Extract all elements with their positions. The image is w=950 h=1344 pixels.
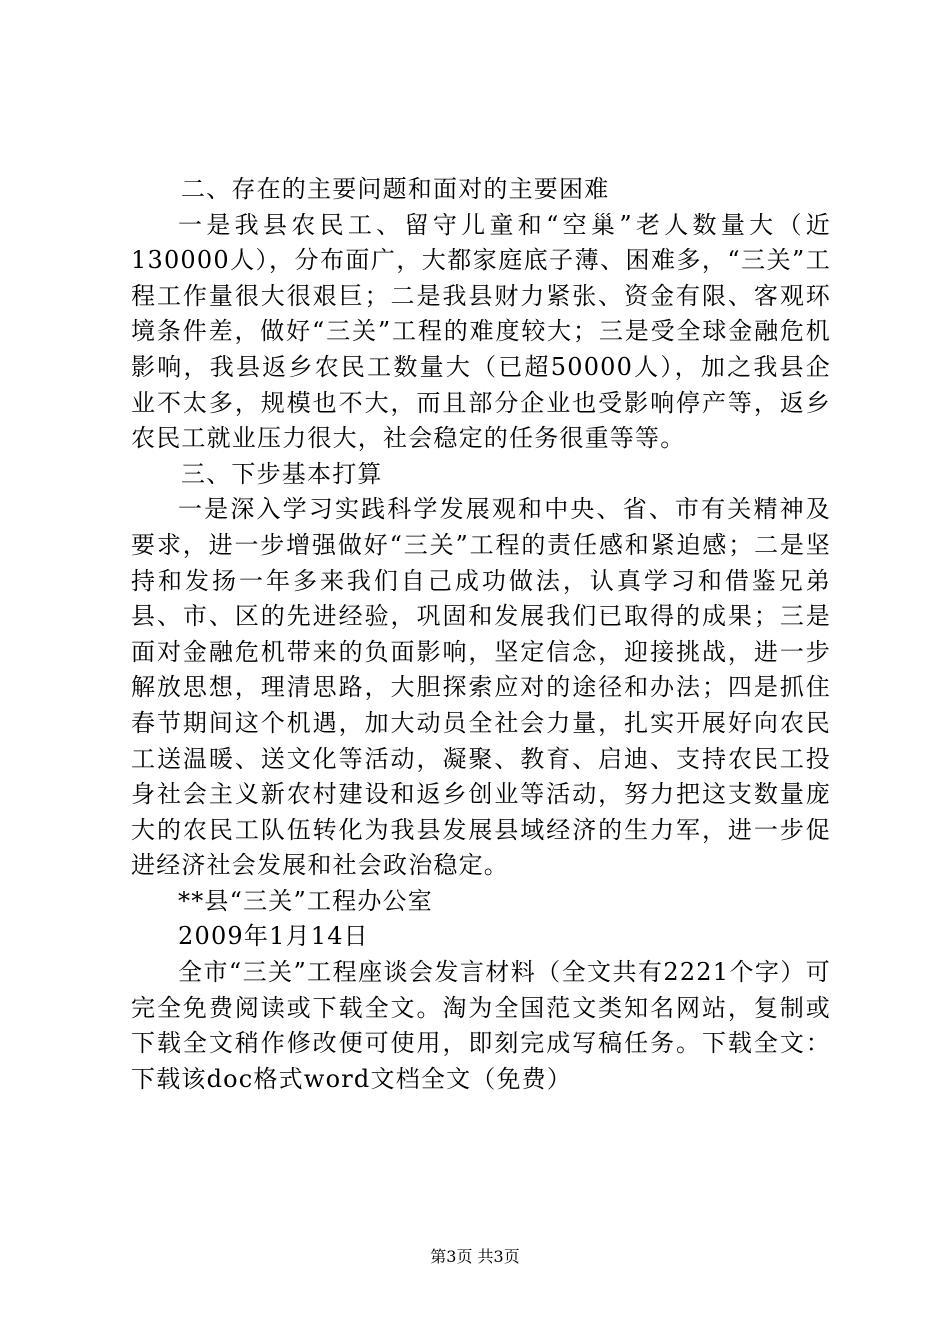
signature-office: **县“三关”工程办公室 xyxy=(178,886,433,915)
paragraph-plans: 一是深入学习实践科学发展观和中央、省、市有关精神及要求，进一步增强做好“三关”工程的责任感和紧迫感；二是坚持和发扬一年多来我们自己成功做法，认真学习和借鉴兄弟县、市、区的先进经验，巩固和发展我们已取得的成果；三是面对金融危机带来的负面影响，坚定信念，迎接挑战，进一步解放思想，理清思路，大胆探索应对的途径和办法；四是抓住春节期间这个机遇，加大动员全社会力量，扎实开展好向农民工送温暖、送文化等活动，凝聚、教育、启迪、支持农民工投身社会主义新农村建设和返乡创业等活动，努力把这支数量庞大的农民工队伍转化为我县发展县域经济的生力军，进一步促进经济社会发展和社会政治稳定。 xyxy=(131,495,831,880)
section-heading-problems: 二、存在的主要问题和面对的主要困难 xyxy=(181,175,610,203)
paragraph-problems: 一是我县农民工、留守儿童和“空巢”老人数量大（近130000人），分布面广，大都家庭底子薄、困难多，“三关”工程工作量很大很艰巨；二是我县财力紧张、资金有限、客观环境条件差，做好“三关”工程的难度较大；三是受全球金融危机影响，我县返乡农民工数量大（已超50000人），加之我县企业不太多，规模也不大，而且部分企业也受影响停产等，返乡农民工就业压力很大，社会稳定的任务很重等等。 xyxy=(131,210,831,453)
signature-date: 2009年1月14日 xyxy=(178,922,369,951)
paragraph-download: 全市“三关”工程座谈会发言材料（全文共有2221个字）可完全免费阅读或下载全文。淘为全国范文类知名网站，复制或下载全文稍作修改便可使用，即刻完成写稿任务。下载全文：下载该doc格式word文档全文（免费） xyxy=(131,958,831,1093)
document-body xyxy=(131,172,831,1097)
page-number-footer: 第3页 共3页 xyxy=(430,1247,520,1266)
section-heading-plans: 三、下步基本打算 xyxy=(181,459,383,488)
